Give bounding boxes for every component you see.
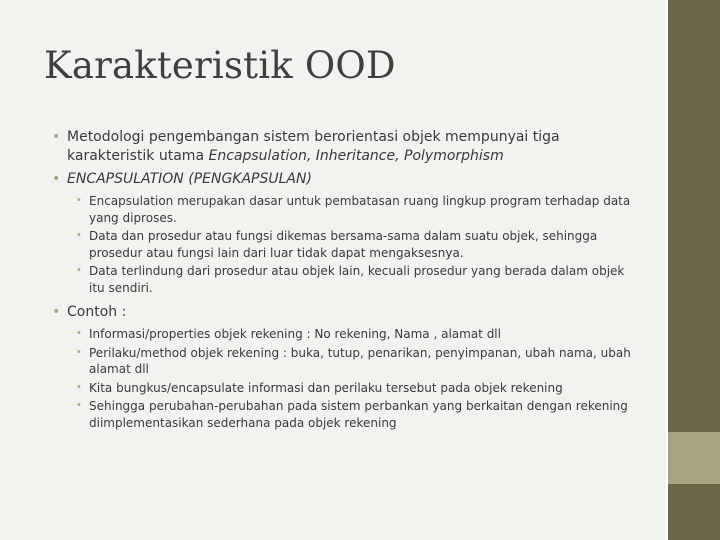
bullet-icon: • bbox=[76, 400, 82, 411]
bullet-icon: • bbox=[76, 328, 82, 339]
sub-bullet-item bbox=[76, 263, 632, 296]
sub-bullet-item bbox=[76, 380, 632, 397]
sub-bullet-text: Data dan prosedur atau fungsi dikemas bersama-sama dalam suatu objek, sehingga prosedur atau fungsi lain dari luar tidak dapat mengaksesnya. bbox=[89, 229, 598, 260]
bullet-item bbox=[52, 303, 632, 322]
sub-bullet-item bbox=[76, 326, 632, 343]
bullet-icon: • bbox=[76, 381, 82, 393]
sidebar-accent-block bbox=[668, 432, 720, 484]
sub-bullet-list bbox=[76, 326, 632, 431]
bullet-emphasis: Encapsulation, Inheritance, Polymorphism bbox=[208, 148, 504, 164]
bullet-item bbox=[52, 170, 632, 189]
bullet-icon: • bbox=[76, 265, 82, 276]
sub-bullet-text: Informasi/properties objek rekening : No rekening, Nama , alamat dll bbox=[89, 327, 501, 341]
bullet-icon: • bbox=[52, 304, 61, 320]
bullet-heading: ENCAPSULATION (PENGKAPSULAN) bbox=[67, 171, 312, 187]
bullet-icon: • bbox=[52, 171, 61, 187]
sub-bullet-item bbox=[76, 193, 632, 226]
sub-bullet-item bbox=[76, 345, 632, 378]
sub-bullet-text: Kita bungkus/encapsulate informasi dan perilaku tersebut pada objek rekening bbox=[89, 380, 563, 395]
sub-bullet-item bbox=[76, 398, 632, 431]
sub-bullet-item bbox=[76, 228, 632, 261]
slide-title: Karakteristik OOD bbox=[44, 44, 396, 87]
sub-bullet-text: Perilaku/method objek rekening : buka, tutup, penarikan, penyimpanan, ubah nama, ubah alamat dll bbox=[89, 345, 631, 376]
sub-bullet-list bbox=[76, 193, 632, 296]
bullet-icon: • bbox=[76, 195, 82, 206]
bullet-text: Metodologi pengembangan sistem berorientasi objek mempunyai tiga karakteristik utama bbox=[67, 129, 560, 164]
bullet-item bbox=[52, 128, 632, 166]
slide-content bbox=[52, 128, 632, 438]
bullet-icon: • bbox=[52, 129, 61, 145]
bullet-icon: • bbox=[76, 230, 82, 241]
bullet-heading: Contoh : bbox=[67, 304, 127, 320]
bullet-list bbox=[52, 128, 632, 189]
sub-bullet-text: Sehingga perubahan-perubahan pada sistem perbankan yang berkaitan dengan rekening diimplementasikan sederhana pada objek rekening bbox=[89, 399, 628, 430]
bullet-icon: • bbox=[76, 346, 82, 358]
sub-bullet-text: Encapsulation merupakan dasar untuk pembatasan ruang lingkup program terhadap data yang diproses. bbox=[89, 194, 631, 225]
bullet-list bbox=[52, 303, 632, 322]
sub-bullet-text: Data terlindung dari prosedur atau objek lain, kecuali prosedur yang berada dalam objek itu sendiri. bbox=[89, 264, 625, 295]
